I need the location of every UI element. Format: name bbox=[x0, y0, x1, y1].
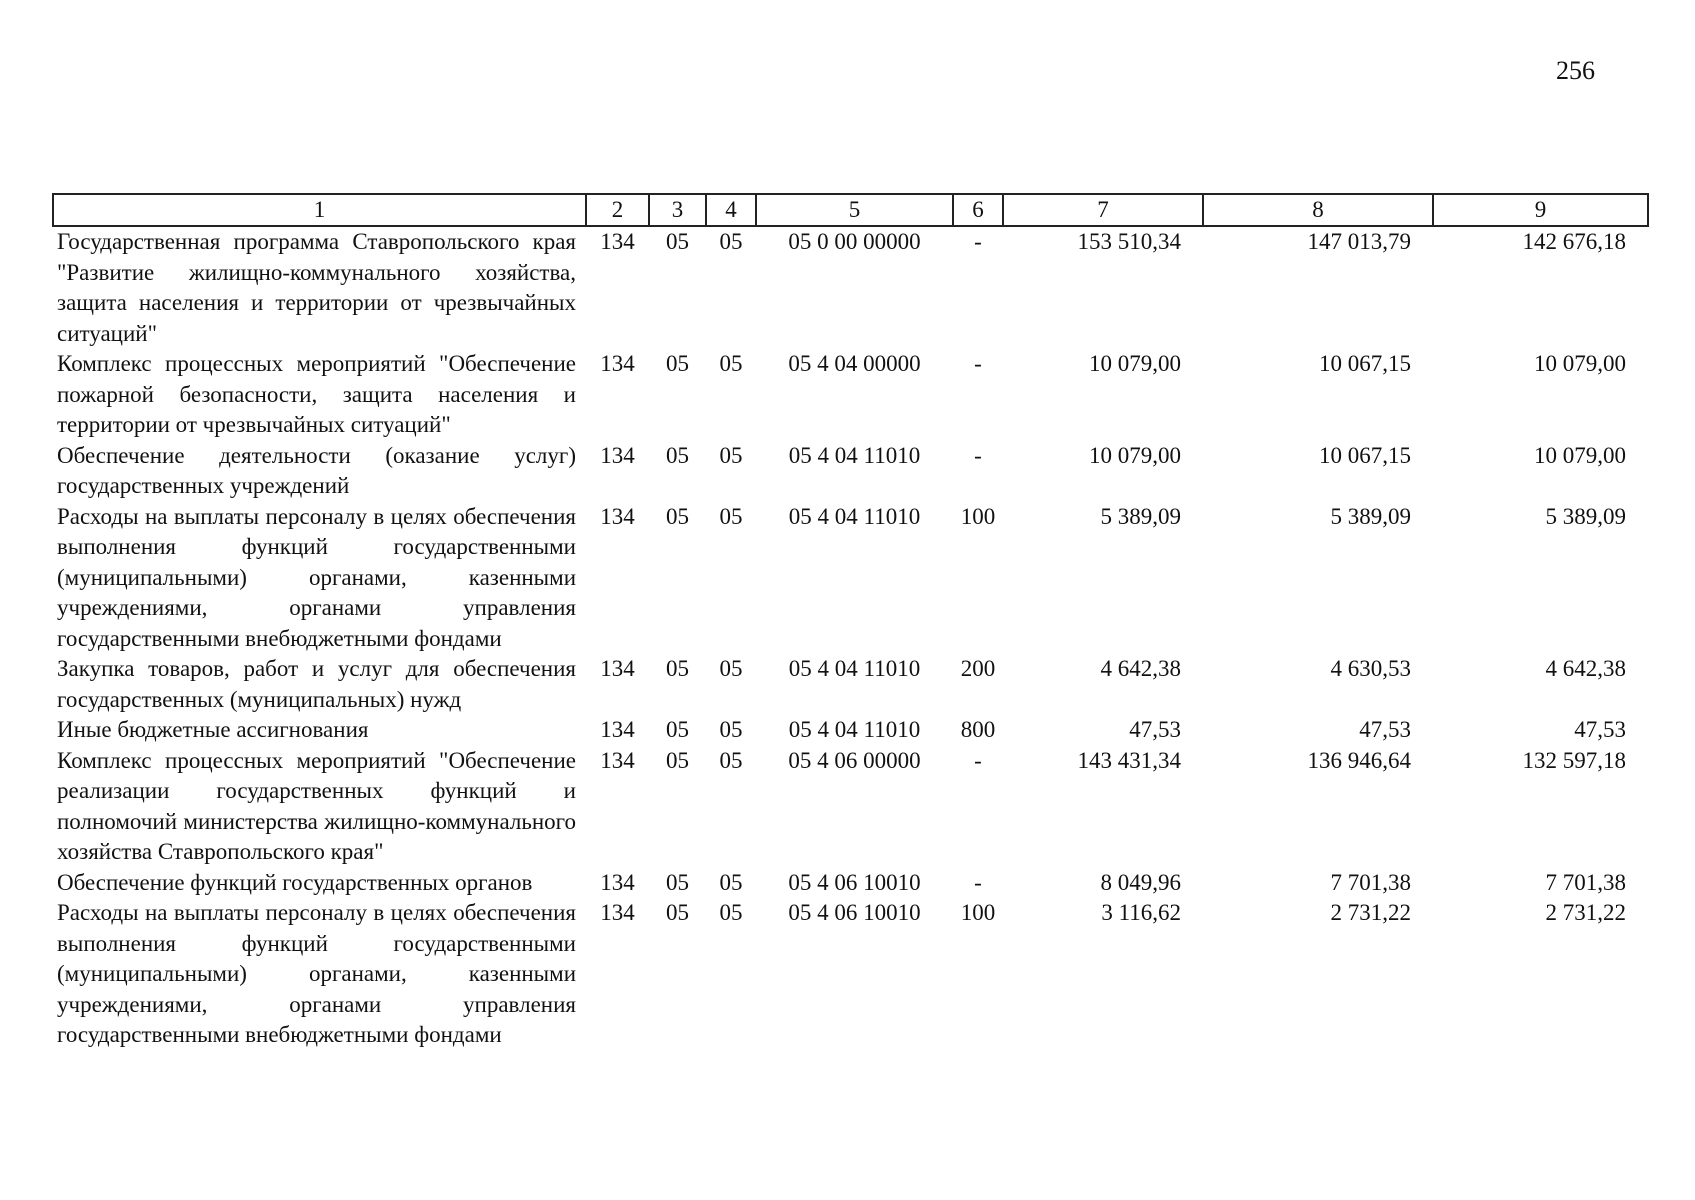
row-description: Расходы на выплаты персоналу в целях обеспечения выполнения функций государственными (муниципальными) органами, казенными учреждениями, органами управления государственными внебюджетными фондами bbox=[57, 900, 576, 1047]
table-row bbox=[53, 349, 1648, 441]
cell-section-code: 05 bbox=[666, 229, 689, 254]
cell-expense-type: - bbox=[974, 442, 982, 468]
cell-amount-col9: 7 701,38 bbox=[1545, 869, 1626, 895]
cell-subsection-code: 05 bbox=[719, 717, 743, 742]
cell-amount-col8: 10 067,15 bbox=[1319, 442, 1411, 468]
cell-ministry-code: 134 bbox=[600, 351, 635, 376]
cell-subsection-code: 05 bbox=[719, 900, 743, 925]
header-cell-1: 1 bbox=[53, 194, 586, 226]
table-row bbox=[53, 654, 1648, 715]
cell-amount-col7: 3 116,62 bbox=[1101, 900, 1181, 925]
cell-expense-type: - bbox=[974, 869, 982, 895]
cell-amount-col8: 4 630,53 bbox=[1330, 656, 1411, 681]
cell-target-article: 05 4 06 10010 bbox=[788, 900, 921, 925]
cell-expense-type: 100 bbox=[960, 900, 996, 925]
cell-amount-col9: 47,53 bbox=[1574, 717, 1626, 742]
header-cell-6: 6 bbox=[953, 194, 1003, 226]
cell-target-article: 05 4 06 10010 bbox=[788, 869, 921, 895]
cell-target-article: 05 4 04 00000 bbox=[788, 351, 921, 376]
cell-subsection-code: 05 bbox=[719, 229, 743, 254]
header-cell-4: 4 bbox=[706, 194, 756, 226]
cell-amount-col7: 8 049,96 bbox=[1100, 869, 1181, 895]
table-row bbox=[53, 502, 1648, 655]
table-row bbox=[53, 441, 1648, 502]
table-row bbox=[53, 226, 1648, 349]
cell-target-article: 05 4 04 11010 bbox=[788, 442, 921, 468]
header-row bbox=[53, 194, 1648, 226]
header-cell-9: 9 bbox=[1433, 194, 1648, 226]
cell-expense-type: - bbox=[974, 229, 982, 254]
cell-target-article: 05 4 04 11010 bbox=[788, 503, 921, 529]
cell-expense-type: 200 bbox=[960, 656, 996, 681]
cell-amount-col7: 153 510,34 bbox=[1077, 229, 1181, 254]
cell-amount-col9: 142 676,18 bbox=[1522, 229, 1626, 254]
cell-amount-col8: 2 731,22 bbox=[1330, 900, 1411, 925]
table-row bbox=[53, 746, 1648, 868]
cell-amount-col9: 132 597,18 bbox=[1522, 747, 1626, 773]
cell-section-code: 05 bbox=[666, 503, 689, 529]
cell-amount-col9: 2 731,22 bbox=[1545, 900, 1626, 925]
cell-ministry-code: 134 bbox=[600, 869, 635, 895]
cell-ministry-code: 134 bbox=[600, 900, 635, 925]
budget-table bbox=[52, 193, 1649, 1051]
cell-amount-col8: 10 067,15 bbox=[1319, 351, 1411, 376]
cell-amount-col7: 4 642,38 bbox=[1100, 656, 1181, 681]
cell-subsection-code: 05 bbox=[719, 442, 743, 468]
cell-target-article: 05 0 00 00000 bbox=[788, 229, 921, 254]
header-cell-7: 7 bbox=[1003, 194, 1203, 226]
cell-amount-col9: 5 389,09 bbox=[1545, 503, 1626, 529]
cell-target-article: 05 4 04 11010 bbox=[788, 717, 921, 742]
row-description: Закупка товаров, работ и услуг для обеспечения государственных (муниципальных) нужд bbox=[57, 656, 576, 712]
cell-target-article: 05 4 04 11010 bbox=[788, 656, 921, 681]
cell-section-code: 05 bbox=[666, 656, 689, 681]
cell-expense-type: - bbox=[974, 351, 982, 376]
cell-amount-col8: 5 389,09 bbox=[1330, 503, 1411, 529]
header-cell-8: 8 bbox=[1203, 194, 1433, 226]
row-description: Иные бюджетные ассигнования bbox=[57, 717, 369, 742]
cell-section-code: 05 bbox=[666, 869, 689, 895]
header-cell-5: 5 bbox=[756, 194, 953, 226]
row-description: Обеспечение деятельности (оказание услуг) государственных учреждений bbox=[57, 442, 576, 498]
page-number: 256 bbox=[1556, 56, 1595, 85]
row-description: Комплекс процессных мероприятий "Обеспечение пожарной безопасности, защита населения и территории от чрезвычайных ситуаций" bbox=[57, 351, 576, 437]
cell-section-code: 05 bbox=[666, 900, 689, 925]
row-description: Комплекс процессных мероприятий "Обеспечение реализации государственных функций и полномочий министерства жилищно-коммунального хозяйства Ставропольского края" bbox=[57, 747, 576, 864]
cell-ministry-code: 134 bbox=[600, 747, 635, 773]
cell-expense-type: 800 bbox=[960, 717, 996, 742]
cell-section-code: 05 bbox=[666, 442, 689, 468]
cell-amount-col8: 47,53 bbox=[1359, 717, 1411, 742]
row-description: Обеспечение функций государственных органов bbox=[57, 869, 533, 895]
cell-subsection-code: 05 bbox=[719, 503, 743, 529]
table-row bbox=[53, 868, 1648, 899]
cell-amount-col7: 47,53 bbox=[1129, 717, 1181, 742]
cell-ministry-code: 134 bbox=[600, 442, 635, 468]
cell-section-code: 05 bbox=[666, 747, 689, 773]
cell-ministry-code: 134 bbox=[600, 503, 635, 529]
cell-ministry-code: 134 bbox=[600, 717, 635, 742]
cell-expense-type: - bbox=[974, 747, 982, 773]
header-cell-3: 3 bbox=[649, 194, 706, 226]
cell-subsection-code: 05 bbox=[719, 869, 743, 895]
cell-amount-col7: 10 079,00 bbox=[1089, 351, 1181, 376]
cell-amount-col9: 10 079,00 bbox=[1534, 351, 1626, 376]
header-cell-2: 2 bbox=[586, 194, 649, 226]
cell-subsection-code: 05 bbox=[719, 747, 743, 773]
cell-section-code: 05 bbox=[666, 351, 689, 376]
cell-ministry-code: 134 bbox=[600, 229, 635, 254]
cell-amount-col9: 4 642,38 bbox=[1545, 656, 1626, 681]
cell-amount-col8: 136 946,64 bbox=[1307, 747, 1411, 773]
cell-amount-col9: 10 079,00 bbox=[1534, 442, 1626, 468]
cell-target-article: 05 4 06 00000 bbox=[788, 747, 921, 773]
cell-amount-col7: 10 079,00 bbox=[1089, 442, 1181, 468]
cell-ministry-code: 134 bbox=[600, 656, 635, 681]
cell-amount-col8: 7 701,38 bbox=[1330, 869, 1411, 895]
cell-amount-col8: 147 013,79 bbox=[1307, 229, 1411, 254]
cell-amount-col7: 143 431,34 bbox=[1077, 747, 1181, 773]
cell-amount-col7: 5 389,09 bbox=[1100, 503, 1181, 529]
cell-subsection-code: 05 bbox=[719, 351, 743, 376]
cell-section-code: 05 bbox=[666, 717, 689, 742]
row-description: Расходы на выплаты персоналу в целях обеспечения выполнения функций государственными (муниципальными) органами, казенными учреждениями, органами управления государственными внебюджетными фондами bbox=[57, 503, 576, 651]
cell-subsection-code: 05 bbox=[719, 656, 743, 681]
table-row bbox=[53, 715, 1648, 746]
table-row bbox=[53, 898, 1648, 1051]
row-description: Государственная программа Ставропольского края "Развитие жилищно-коммунального хозяйства, защита населения и территории от чрезвычайных ситуаций" bbox=[57, 229, 576, 346]
cell-expense-type: 100 bbox=[960, 503, 996, 529]
